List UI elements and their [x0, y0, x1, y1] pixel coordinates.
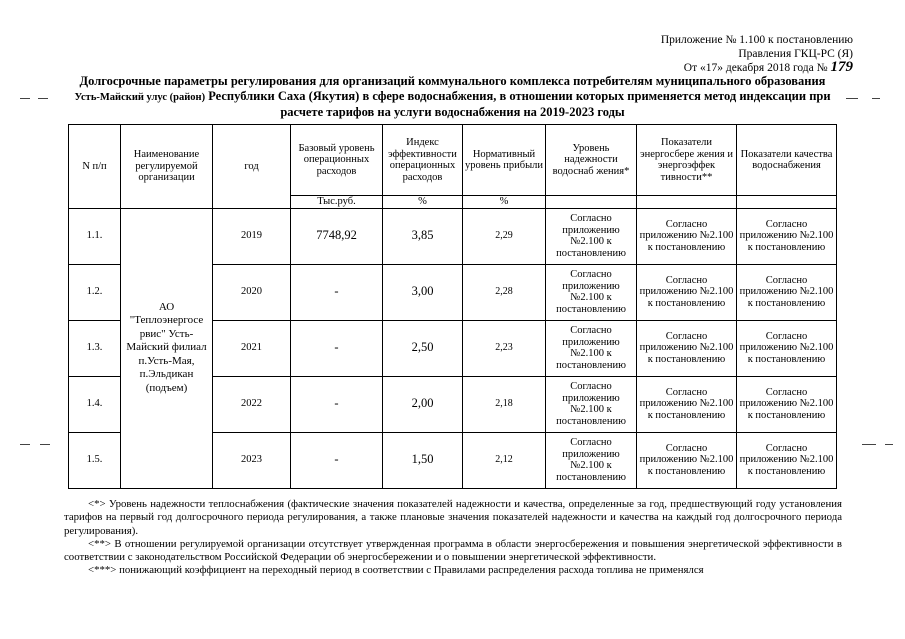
row-index: 2,00 — [383, 376, 463, 432]
row-year: 2022 — [213, 376, 291, 432]
row-reliability: Согласно приложению №2.100 к постановлению — [546, 264, 637, 320]
org-name: АО "Теплоэнергосе рвис" Усть-Майский филиал п.Усть-Мая, п.Эльдикан (подъем) — [121, 208, 213, 488]
row-quality: Согласно приложению №2.100 к постановлению — [737, 376, 837, 432]
row-num: 1.2. — [69, 264, 121, 320]
row-energy: Согласно приложению №2.100 к постановлению — [637, 264, 737, 320]
row-year: 2023 — [213, 432, 291, 488]
row-reliability: Согласно приложению №2.100 к постановлению — [546, 376, 637, 432]
header-quality: Показатели качества водоснабжения — [737, 125, 837, 196]
footnote-2: <**> В отношении регулируемой организации отсутствует утвержденная программа в области энергосбережения и повышения энергетической эффективности в соответствии с законодательством Российской Федерации об энергосбережении и о повышении энергетической эффективности. — [64, 537, 842, 564]
row-base: - — [291, 432, 383, 488]
header-line2: Правления ГКЦ-РС (Я) — [738, 47, 853, 60]
row-num: 1.3. — [69, 320, 121, 376]
row-base: - — [291, 320, 383, 376]
row-num: 1.1. — [69, 208, 121, 264]
row-reliability: Согласно приложению №2.100 к постановлению — [546, 208, 637, 264]
unit-profit: % — [463, 196, 546, 209]
row-profit: 2,28 — [463, 264, 546, 320]
parameters-table — [68, 124, 837, 489]
title-part1: Долгосрочные параметры регулирования для организаций коммунального комплекса потребителям муниципального образования — [79, 74, 826, 88]
row-energy: Согласно приложению №2.100 к постановлению — [637, 320, 737, 376]
row-profit: 2,29 — [463, 208, 546, 264]
header-index: Индекс эффективности операционных расходов — [383, 125, 463, 196]
row-num: 1.5. — [69, 432, 121, 488]
header-reliability: Уровень надежности водоснаб жения* — [546, 125, 637, 196]
footnote-1: <*> Уровень надежности теплоснабжения (фактические значения показателей надежности и качества, определенные за год, предшествующий году установления тарифов на первый год долгосрочного периода регулирования, а также плановые значения показателей надежности и качества на каждый год долгосрочного периода регулирования). — [64, 498, 842, 537]
row-num: 1.4. — [69, 376, 121, 432]
footnotes — [64, 498, 842, 578]
header-org: Наименование регулируемой организации — [121, 125, 213, 209]
row-energy: Согласно приложению №2.100 к постановлению — [637, 376, 737, 432]
unit-index: % — [383, 196, 463, 209]
row-quality: Согласно приложению №2.100 к постановлению — [737, 208, 837, 264]
row-reliability: Согласно приложению №2.100 к постановлению — [546, 320, 637, 376]
header-profit: Нормативный уровень прибыли — [463, 125, 546, 196]
row-year: 2019 — [213, 208, 291, 264]
header-energy: Показатели энергосбере жения и энергоэффек тивности** — [637, 125, 737, 196]
footnote-3: <***> понижающий коэффициент на переходный период в соответствии с Правилами распределения расхода топлива не применялся — [88, 564, 704, 577]
row-index: 3,85 — [383, 208, 463, 264]
row-energy: Согласно приложению №2.100 к постановлению — [637, 208, 737, 264]
row-quality: Согласно приложению №2.100 к постановлению — [737, 320, 837, 376]
title-municipality: Усть-Майский улус (район) — [74, 92, 206, 103]
header-num: N п/п — [69, 125, 121, 209]
header-line1: Приложение № 1.100 к постановлению — [660, 34, 853, 46]
unit-base: Тыс.руб. — [291, 196, 383, 209]
row-base: - — [291, 264, 383, 320]
table-header-row — [69, 125, 837, 196]
row-year: 2020 — [213, 264, 291, 320]
row-index: 2,50 — [383, 320, 463, 376]
row-base: - — [291, 376, 383, 432]
header-base: Базовый уровень операционных расходов — [291, 125, 383, 196]
document-title — [70, 74, 835, 120]
row-base: 7748,92 — [291, 208, 383, 264]
row-profit: 2,12 — [463, 432, 546, 488]
doc-number: 179 — [830, 59, 853, 75]
title-part3: Республики Саха (Якутия) в сфере водоснабжения, в отношении которых применяется метод индексации при расчете тарифов на услуги водоснабжения на 2019-2023 годы — [208, 89, 831, 119]
row-index: 1,50 — [383, 432, 463, 488]
row-quality: Согласно приложению №2.100 к постановлению — [737, 264, 837, 320]
row-energy: Согласно приложению №2.100 к постановлению — [637, 432, 737, 488]
row-profit: 2,18 — [463, 376, 546, 432]
header-year: год — [213, 125, 291, 209]
row-index: 3,00 — [383, 264, 463, 320]
row-reliability: Согласно приложению №2.100 к постановлению — [546, 432, 637, 488]
row-profit: 2,23 — [463, 320, 546, 376]
header-line3: От «17» декабря 2018 года № 179 — [683, 59, 853, 75]
table-row — [69, 208, 837, 264]
row-year: 2021 — [213, 320, 291, 376]
row-quality: Согласно приложению №2.100 к постановлению — [737, 432, 837, 488]
document-header — [661, 34, 853, 76]
